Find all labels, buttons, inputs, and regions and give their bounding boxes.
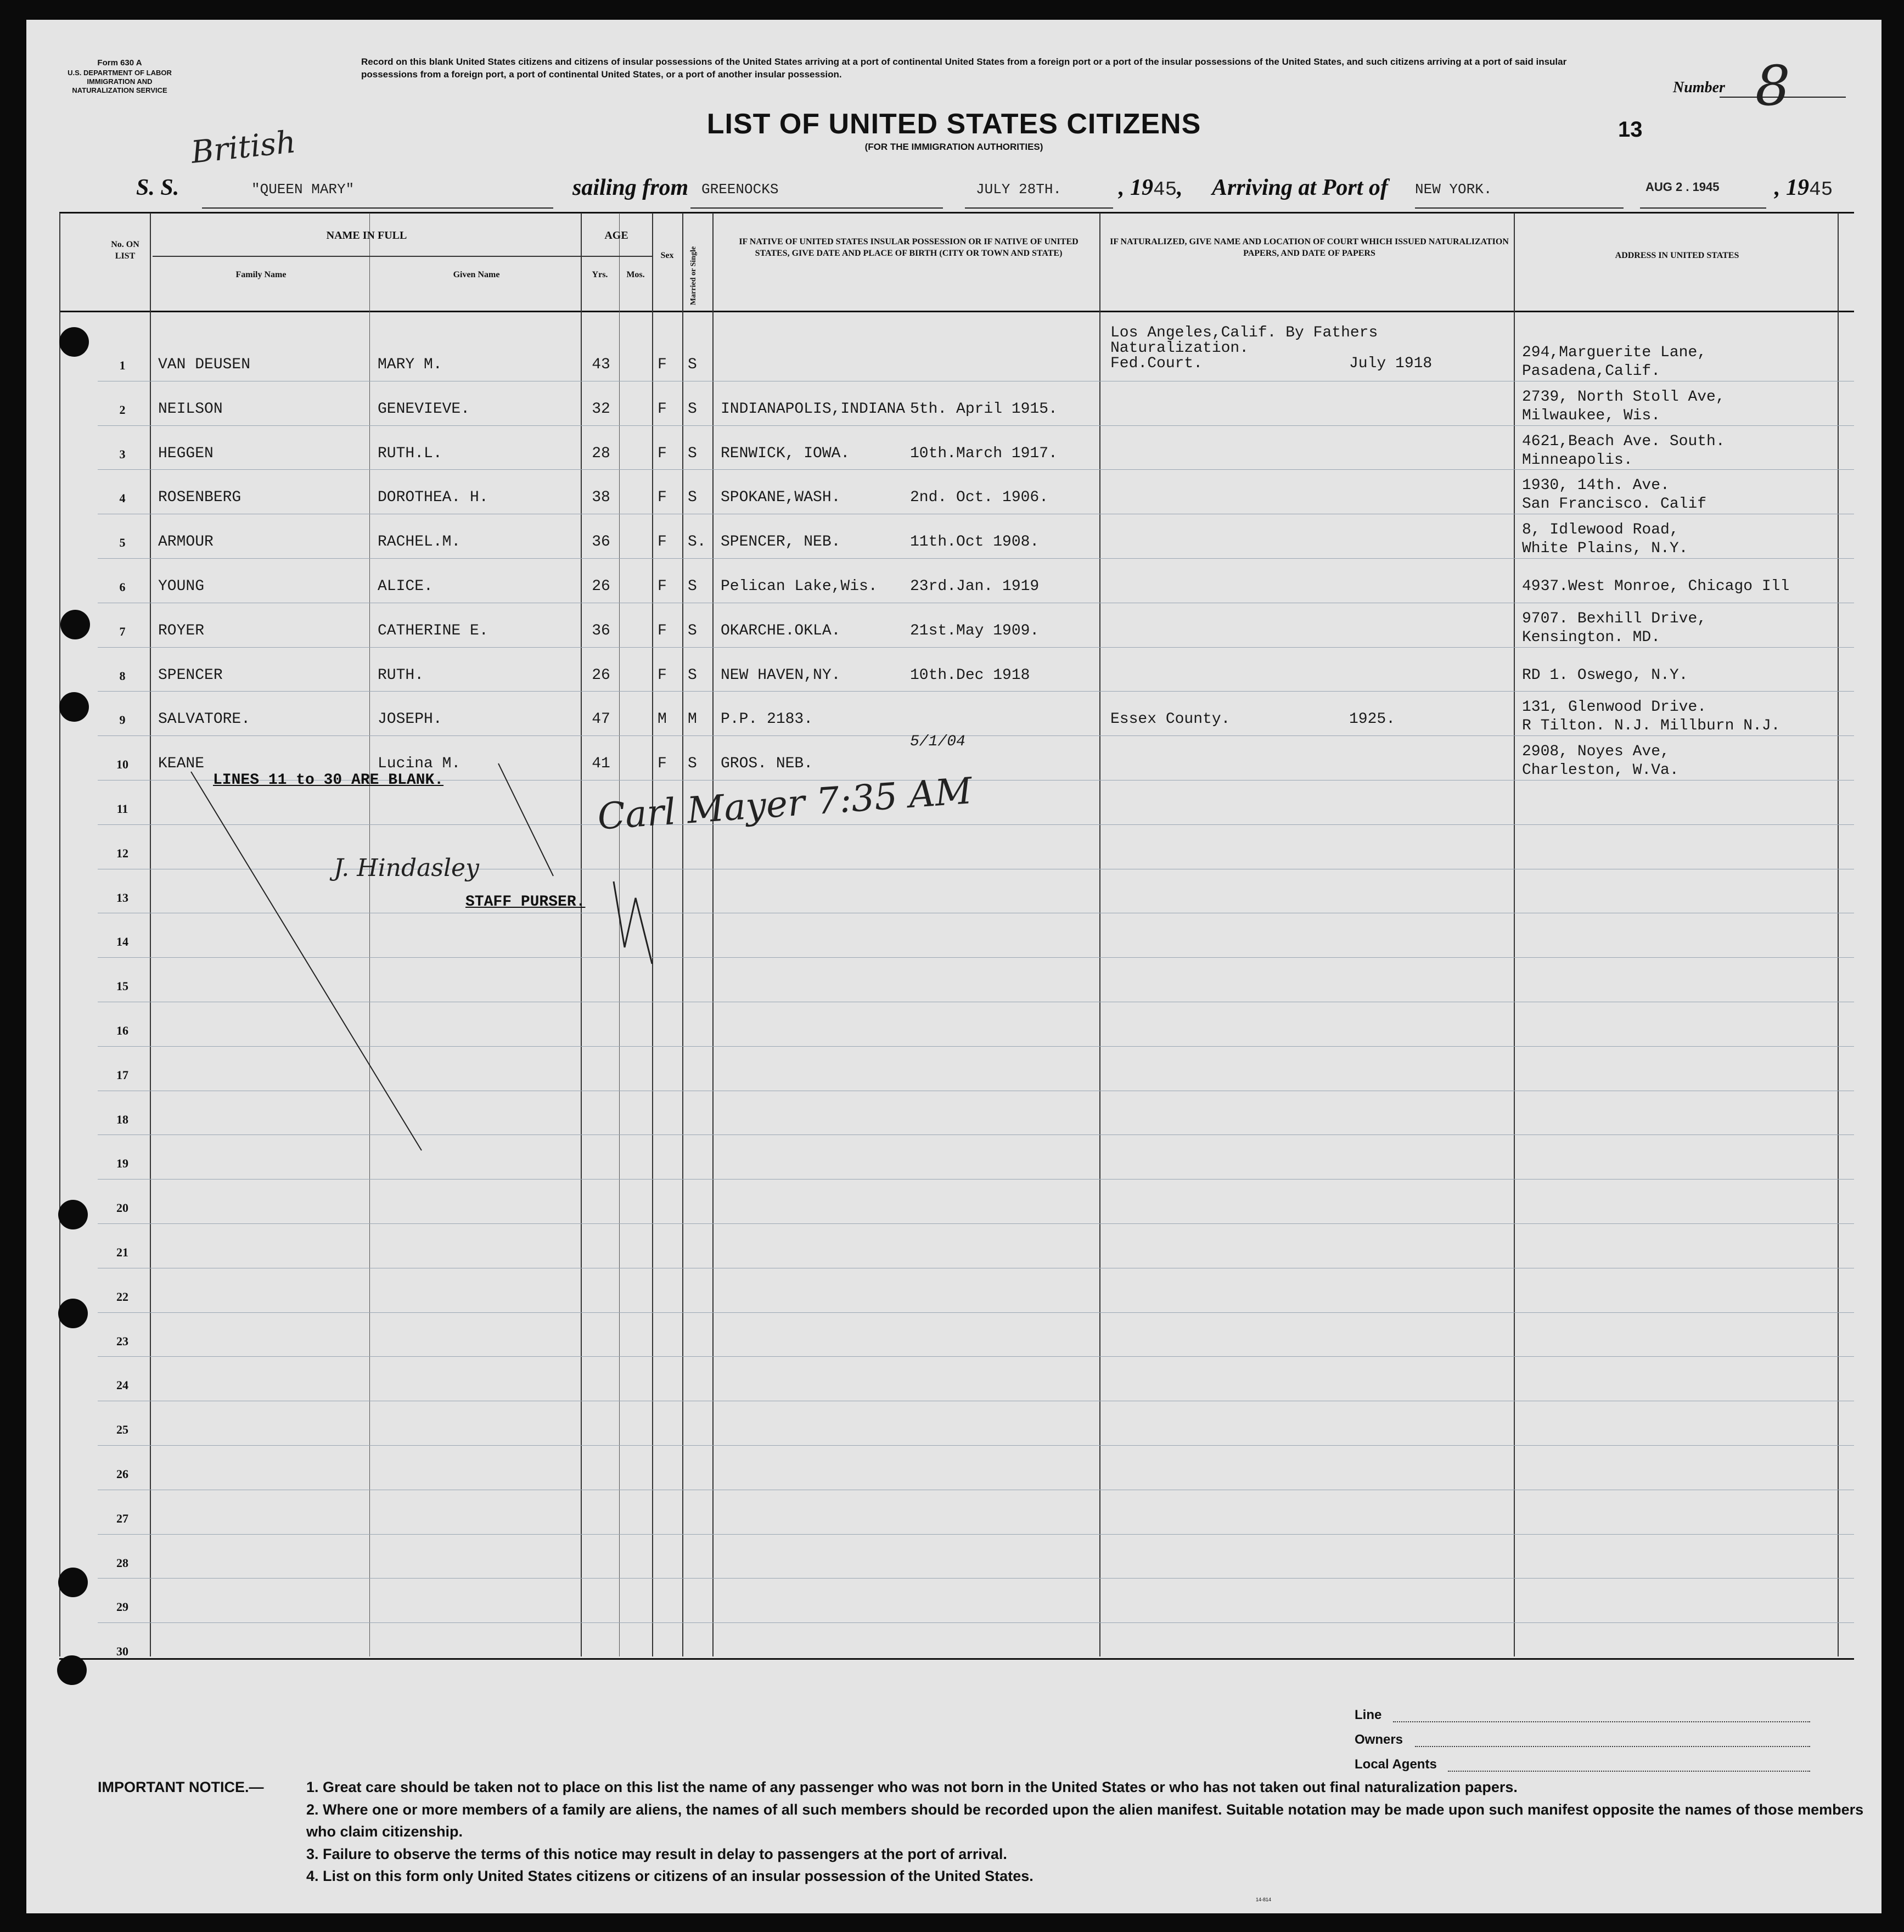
age-years: 36 <box>592 533 610 551</box>
line-number: 7 <box>119 625 126 638</box>
port-to: NEW YORK. <box>1415 181 1492 198</box>
line-number: 13 <box>116 891 128 905</box>
line-number: 22 <box>116 1290 128 1304</box>
address-line-1: 2908, Noyes Ave, <box>1522 743 1670 760</box>
line-number: 15 <box>116 979 128 993</box>
address-line-1: 2739, North Stoll Ave, <box>1522 389 1725 406</box>
naturalization-court: Essex County. <box>1110 711 1231 728</box>
given-name: GENEVIEVE. <box>378 401 470 418</box>
line-number: 24 <box>116 1378 128 1392</box>
page-title: LIST OF UNITED STATES CITIZENS <box>706 108 1201 140</box>
nationality-handwritten: British <box>189 124 297 171</box>
birth-place: GROS. NEB. <box>721 755 813 772</box>
birth-date: 2nd. Oct. 1906. <box>910 489 1049 506</box>
birth-date: 5th. April 1915. <box>910 401 1058 418</box>
age-years: 26 <box>592 578 610 595</box>
birth-place: RENWICK, IOWA. <box>721 445 850 462</box>
line-number: 6 <box>119 580 126 594</box>
address-line-2: Kensington. MD. <box>1522 629 1661 646</box>
family-name: YOUNG <box>158 578 205 595</box>
line-number: 5 <box>119 536 126 549</box>
age-years: 38 <box>592 489 610 506</box>
marital-status: S <box>688 489 697 506</box>
marital-status: S <box>688 667 697 684</box>
sex: F <box>658 356 667 373</box>
agent-local-rule <box>1448 1771 1810 1772</box>
purser-title: STAFF PURSER. <box>465 894 586 911</box>
agent-owners-rule <box>1415 1746 1810 1747</box>
header-family-name: Family Name <box>235 270 287 279</box>
header-name-in-full: NAME IN FULL <box>326 229 407 242</box>
header-birth: IF NATIVE OF UNITED STATES INSULAR POSSESSION OR IF NATIVE OF UNITED STATES, GIVE DATE AND PLACE OF BIRTH (CITY OR TOWN AND STATE) <box>739 237 1079 258</box>
line-number: 14 <box>116 935 128 948</box>
given-name: JOSEPH. <box>378 711 442 728</box>
line-number: 30 <box>116 1644 128 1658</box>
punch-hole <box>58 1200 88 1229</box>
header-mos: Mos. <box>626 270 645 279</box>
birth-date: 11th.Oct 1908. <box>910 533 1040 551</box>
birth-date: 5/1/04 <box>910 733 965 750</box>
agent-owners-label: Owners <box>1355 1732 1403 1747</box>
inspector-initials <box>614 881 652 964</box>
given-name: MARY M. <box>378 356 442 373</box>
line-number: 21 <box>116 1245 128 1259</box>
line-number: 29 <box>116 1600 128 1614</box>
header-given-name: Given Name <box>453 270 500 279</box>
marital-status: S <box>688 755 697 772</box>
line-number: 26 <box>116 1467 128 1481</box>
year-prefix: 19 <box>1130 175 1153 200</box>
address-line-1: 294,Marguerite Lane, <box>1522 344 1707 361</box>
line-number: 18 <box>116 1113 128 1126</box>
arrival-year: , 1945 <box>1774 175 1833 201</box>
address-line-1: 9707. Bexhill Drive, <box>1522 610 1707 627</box>
blank-lines-diagonal <box>191 772 422 1150</box>
service-line-2: NATURALIZATION SERVICE <box>72 86 167 95</box>
family-name: ARMOUR <box>158 533 214 551</box>
arrival-year-suffix: 45 <box>1809 178 1833 201</box>
birth-place: NEW HAVEN,NY. <box>721 667 841 684</box>
family-name: SPENCER <box>158 667 223 684</box>
family-name: ROSENBERG <box>158 489 241 506</box>
naturalization-date: July 1918 <box>1349 355 1433 372</box>
address-line-1: 1930, 14th. Ave. <box>1522 477 1670 494</box>
given-name: RUTH. <box>378 667 424 684</box>
sex: F <box>658 533 667 551</box>
age-years: 32 <box>592 401 610 418</box>
marital-status: S <box>688 578 697 595</box>
sex: F <box>658 401 667 418</box>
given-name: ALICE. <box>378 578 433 595</box>
address-line-2: San Francisco. Calif <box>1522 496 1707 513</box>
line-number: 1 <box>119 358 126 372</box>
punch-hole <box>59 327 89 357</box>
agent-line-label: Line <box>1355 1708 1382 1722</box>
marital-status: S. <box>688 533 706 551</box>
birth-place: OKARCHE.OKLA. <box>721 622 841 639</box>
notice-item: 4. List on this form only United States citizens or citizens of an insular possession of the United States. <box>306 1868 1034 1884</box>
header-sex: Sex <box>660 251 674 260</box>
line-number: 2 <box>119 403 126 417</box>
given-name: DOROTHEA. H. <box>378 489 488 506</box>
address-line-1: 4937.West Monroe, Chicago Ill <box>1522 578 1790 595</box>
address-line-2: Charleston, W.Va. <box>1522 762 1679 779</box>
ss-label: S. S. <box>136 175 179 200</box>
punch-hole <box>60 610 90 639</box>
punch-hole <box>59 692 89 722</box>
marital-status: S <box>688 445 697 462</box>
sex: F <box>658 755 667 772</box>
address-line-2: Pasadena,Calif. <box>1522 363 1661 380</box>
inspector-signature: Carl Mayer 7:35 AM <box>596 770 974 838</box>
sheet-number: 13 <box>1618 117 1643 142</box>
line-number: 19 <box>116 1156 128 1170</box>
birth-place: SPENCER, NEB. <box>721 533 841 551</box>
notice-label: IMPORTANT NOTICE.— <box>98 1779 264 1795</box>
line-number: 16 <box>116 1024 128 1037</box>
agent-local-label: Local Agents <box>1355 1757 1437 1772</box>
age-years: 41 <box>592 755 610 772</box>
marital-status: S <box>688 401 697 418</box>
header-address: ADDRESS IN UNITED STATES <box>1615 251 1739 260</box>
line-number: 9 <box>119 713 126 727</box>
given-name: CATHERINE E. <box>378 622 488 639</box>
family-name: ROYER <box>158 622 205 639</box>
family-name: KEANE <box>158 755 205 772</box>
notice-item: 3. Failure to observe the terms of this notice may result in delay to passengers at the port of arrival. <box>306 1845 1007 1862</box>
service-line-1: IMMIGRATION AND <box>87 77 153 86</box>
sex: F <box>658 489 667 506</box>
sex: F <box>658 445 667 462</box>
sex: F <box>658 667 667 684</box>
age-years: 43 <box>592 356 610 373</box>
family-name: SALVATORE. <box>158 711 251 728</box>
record-instructions: Record on this blank United States citizens and citizens of insular possessions of the United States arriving at a port of continental United States from a foreign port or a port of the insular possessions of the United States, and such citizens arriving at a port of said insular possessions from a foreign port, a port of continental United States, or a port of another insular possession. <box>361 57 1567 80</box>
naturalization-court: Los Angeles,Calif. By Fathers <box>1110 324 1378 341</box>
birth-date: 23rd.Jan. 1919 <box>910 578 1040 595</box>
address-line-1: 4621,Beach Ave. South. <box>1522 433 1725 450</box>
header-naturalized: IF NATURALIZED, GIVE NAME AND LOCATION OF COURT WHICH ISSUED NATURALIZATION PAPERS, AND DATE OF PAPERS <box>1110 237 1509 258</box>
port-from: GREENOCKS <box>701 181 779 198</box>
line-number: 17 <box>116 1068 128 1082</box>
birth-date: 10th.March 1917. <box>910 445 1058 462</box>
address-line-2: Minneapolis. <box>1522 452 1633 469</box>
age-years: 26 <box>592 667 610 684</box>
birth-place: SPOKANE,WASH. <box>721 489 841 506</box>
line-number: 3 <box>119 447 126 461</box>
marital-status: S <box>688 356 697 373</box>
birth-place: P.P. 2183. <box>721 711 813 728</box>
number-label: Number <box>1673 79 1725 96</box>
year-suffix: 45 <box>1153 178 1177 201</box>
family-name: HEGGEN <box>158 445 214 462</box>
address-line-1: 131, Glenwood Drive. <box>1522 699 1707 716</box>
line-number: 20 <box>116 1201 128 1215</box>
purser-signature: J. Hindasley <box>334 854 479 882</box>
age-years: 36 <box>592 622 610 639</box>
family-name: NEILSON <box>158 401 223 418</box>
arriving-label: Arriving at Port of <box>1212 175 1388 200</box>
birth-date: 21st.May 1909. <box>910 622 1040 639</box>
line-number: 10 <box>116 757 128 771</box>
address-line-2: White Plains, N.Y. <box>1522 540 1688 557</box>
punch-hole <box>58 1299 88 1328</box>
department: U.S. DEPARTMENT OF LABOR <box>68 68 172 77</box>
arrival-year-prefix: 19 <box>1786 175 1809 200</box>
header-age: AGE <box>604 229 628 242</box>
notice-item: 1. Great care should be taken not to place on this list the name of any passenger who was not born in the United States or who has not taken out final naturalization papers. <box>306 1779 1518 1795</box>
sex: F <box>658 622 667 639</box>
address-line-2: Milwaukee, Wis. <box>1522 407 1661 424</box>
notice-list <box>306 1776 1876 1888</box>
address-line-2: R Tilton. N.J. Millburn N.J. <box>1522 717 1781 734</box>
blank-lines-note: LINES 11 to 30 ARE BLANK. <box>213 772 444 789</box>
line-number: 4 <box>119 491 126 505</box>
birth-place: INDIANAPOLIS,INDIANA <box>721 401 906 418</box>
header-no-on-list: No. ON LIST <box>111 240 139 261</box>
address-line-1: 8, Idlewood Road, <box>1522 521 1679 538</box>
notice-item: 2. Where one or more members of a family are aliens, the names of all such members should be recorded upon the alien manifest. Suitable notation may be made upon such manifest opposite the names of those members who claim citizenship. <box>306 1801 1864 1840</box>
naturalization-court-line-3: Fed.Court. <box>1110 355 1203 372</box>
number-value: 8 <box>1755 54 1790 118</box>
printer-code: 14-814 <box>1256 1897 1272 1902</box>
sex: F <box>658 578 667 595</box>
given-name: RUTH.L. <box>378 445 442 462</box>
blank-lines-diagonal-2 <box>498 763 553 876</box>
manifest-sheet <box>26 20 1881 1913</box>
marital-status: S <box>688 622 697 639</box>
header-married-single: Married or Single <box>689 246 698 305</box>
sailing-year: , 1945, <box>1119 175 1183 201</box>
form-number: Form 630 A <box>97 58 142 68</box>
line-number: 8 <box>119 669 126 683</box>
punch-hole <box>57 1655 87 1685</box>
address-line-1: RD 1. Oswego, N.Y. <box>1522 667 1688 684</box>
header-yrs: Yrs. <box>592 270 608 279</box>
pen-marks <box>26 20 1881 1666</box>
page-subtitle: (FOR THE IMMIGRATION AUTHORITIES) <box>864 142 1043 152</box>
given-name: RACHEL.M. <box>378 533 461 551</box>
age-years: 28 <box>592 445 610 462</box>
birth-date: 10th.Dec 1918 <box>910 667 1030 684</box>
sex: M <box>658 711 667 728</box>
line-number: 27 <box>116 1512 128 1525</box>
line-number: 12 <box>116 846 128 860</box>
line-number: 23 <box>116 1334 128 1348</box>
given-name: Lucina M. <box>378 755 461 772</box>
punch-hole <box>58 1568 88 1597</box>
naturalization-court-line-2: Naturalization. <box>1110 340 1249 357</box>
marital-status: M <box>688 711 697 728</box>
sailing-date: JULY 28TH. <box>976 181 1062 198</box>
naturalization-date: 1925. <box>1349 711 1396 728</box>
age-years: 47 <box>592 711 610 728</box>
agent-line-rule <box>1393 1721 1810 1722</box>
ship-name: "QUEEN MARY" <box>251 181 355 198</box>
sailing-from-label: sailing from <box>572 175 689 200</box>
line-number: 11 <box>116 802 128 816</box>
arrival-stamp: AUG 2 . 1945 <box>1645 180 1720 194</box>
family-name: VAN DEUSEN <box>158 356 251 373</box>
line-number: 28 <box>116 1556 128 1570</box>
line-number: 25 <box>116 1423 128 1436</box>
birth-place: Pelican Lake,Wis. <box>721 578 878 595</box>
